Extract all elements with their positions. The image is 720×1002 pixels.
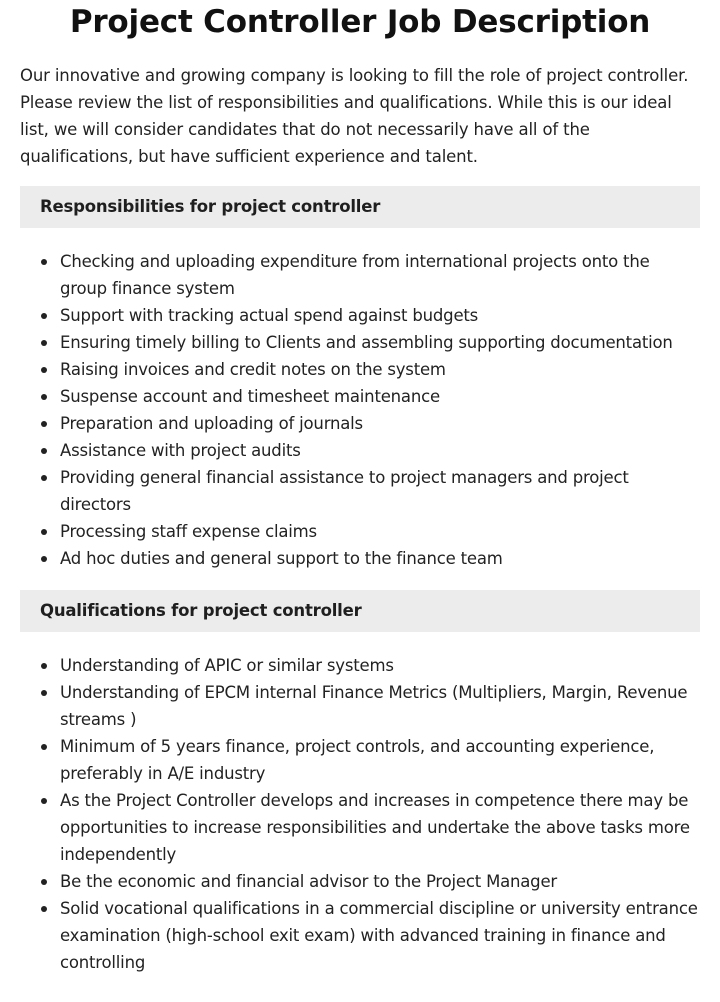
bullet-icon [41,340,47,346]
bullet-icon [41,367,47,373]
list-item [20,248,700,302]
qualifications-heading: Qualifications for project controller [20,590,700,632]
list-item-text: Providing general financial assistance to project managers and project directors [60,468,629,514]
list-item [20,787,700,868]
list-item-text: As the Project Controller develops and increases in competence there may be opportunities to increase responsibilities and undertake the above tasks more independently [60,791,690,864]
list-item [20,410,700,437]
bullet-icon [41,475,47,481]
list-item-text: Understanding of APIC or similar systems [60,656,394,675]
list-item-text: Assistance with project audits [60,441,301,460]
list-item [20,302,700,329]
bullet-icon [41,529,47,535]
list-item-text: Checking and uploading expenditure from international projects onto the group finance system [60,252,650,298]
list-item [20,868,700,895]
intro-paragraph: Our innovative and growing company is looking to fill the role of project controller. Please review the list of responsibilities and qualifications. While this is our ideal list, we will consider candidates that do not necessarily have all of the qualifications, but have sufficient experience and talent. [20,66,689,166]
bullet-icon [41,663,47,669]
bullet-icon [41,906,47,912]
list-item-text: Be the economic and financial advisor to the Project Manager [60,872,557,891]
list-item [20,464,700,518]
list-item [20,383,700,410]
list-item [20,329,700,356]
bullet-icon [41,313,47,319]
list-item-text: Understanding of EPCM internal Finance Metrics (Multipliers, Margin, Revenue streams ) [60,683,688,729]
list-item [20,518,700,545]
bullet-icon [41,421,47,427]
list-item-text: Suspense account and timesheet maintenance [60,387,440,406]
list-item-text: Processing staff expense claims [60,522,317,541]
list-item-text: Raising invoices and credit notes on the system [60,360,446,379]
responsibilities-list [20,248,700,572]
list-item-text: Solid vocational qualifications in a commercial discipline or university entrance examination (high-school exit exam) with advanced training in finance and controlling [60,899,698,972]
bullet-icon [41,394,47,400]
bullet-icon [41,448,47,454]
list-item [20,733,700,787]
list-item [20,895,700,976]
list-item-text: Preparation and uploading of journals [60,414,363,433]
list-item [20,437,700,464]
qualifications-list [20,652,700,976]
bullet-icon [41,556,47,562]
list-item [20,545,700,572]
list-item [20,356,700,383]
page-title: Project Controller Job Description [69,4,651,40]
bullet-icon [41,259,47,265]
list-item [20,652,700,679]
bullet-icon [41,798,47,804]
list-item-text: Ad hoc duties and general support to the finance team [60,549,503,568]
responsibilities-heading: Responsibilities for project controller [20,186,700,228]
bullet-icon [41,744,47,750]
list-item-text: Support with tracking actual spend against budgets [60,306,479,325]
list-item-text: Ensuring timely billing to Clients and assembling supporting documentation [60,333,673,352]
bullet-icon [41,879,47,885]
list-item [20,679,700,733]
list-item-text: Minimum of 5 years finance, project controls, and accounting experience, preferably in A/E industry [60,737,655,783]
bullet-icon [41,690,47,696]
